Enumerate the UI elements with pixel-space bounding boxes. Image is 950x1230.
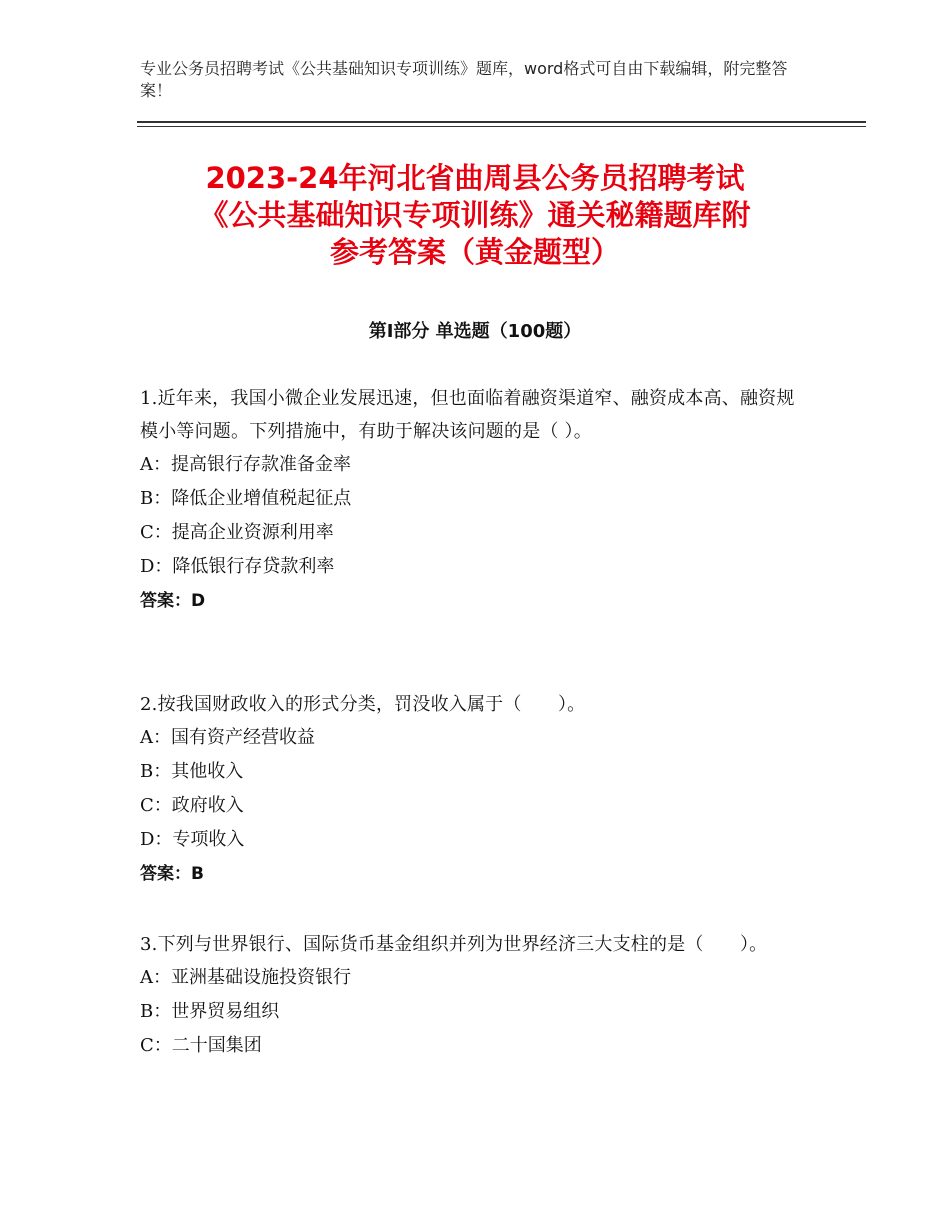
title-line: 《公共基础知识专项训练》通关秘籍题库附 xyxy=(199,198,751,232)
title-line: 2023-24年河北省曲周县公务员招聘考试 xyxy=(205,161,745,195)
option-a: A：亚洲基础设施投资银行 xyxy=(140,967,351,988)
option-b: B：其他收入 xyxy=(140,761,244,782)
header-note: 专业公务员招聘考试《公共基础知识专项训练》题库，word格式可自由下载编辑，附完整答案！ xyxy=(140,59,788,100)
question-3 xyxy=(140,928,810,1063)
option-d: D：降低银行存贷款利率 xyxy=(140,556,335,577)
section-heading: 第Ⅰ部分 单选题（100题） xyxy=(368,321,582,342)
document-title xyxy=(120,160,830,271)
header-rule-thick xyxy=(137,121,866,123)
option-a: A：国有资产经营收益 xyxy=(140,727,315,748)
option-a: A：提高银行存款准备金率 xyxy=(140,454,351,475)
question-2 xyxy=(140,688,810,891)
question-stem: 3.下列与世界银行、国际货币基金组织并列为世界经济三大支柱的是（ ）。 xyxy=(140,934,768,955)
question-stem: 1.近年来，我国小微企业发展迅速，但也面临着融资渠道窄、融资成本高、融资规模小等问题。下列措施中，有助于解决该问题的是（ ）。 xyxy=(140,388,795,442)
title-line: 参考答案（黄金题型） xyxy=(329,235,620,269)
option-d: D：专项收入 xyxy=(140,829,245,850)
option-b: B：降低企业增值税起征点 xyxy=(140,488,352,509)
option-c: C：二十国集团 xyxy=(140,1035,262,1056)
header-rule-thin xyxy=(137,126,866,127)
option-b: B：世界贸易组织 xyxy=(140,1001,280,1022)
answer-label: 答案：B xyxy=(140,864,204,884)
answer-label: 答案：D xyxy=(140,591,206,611)
option-c: C：提高企业资源利用率 xyxy=(140,522,334,543)
question-stem: 2.按我国财政收入的形式分类，罚没收入属于（ ）。 xyxy=(140,694,586,715)
option-c: C：政府收入 xyxy=(140,795,244,816)
question-1 xyxy=(140,382,810,618)
